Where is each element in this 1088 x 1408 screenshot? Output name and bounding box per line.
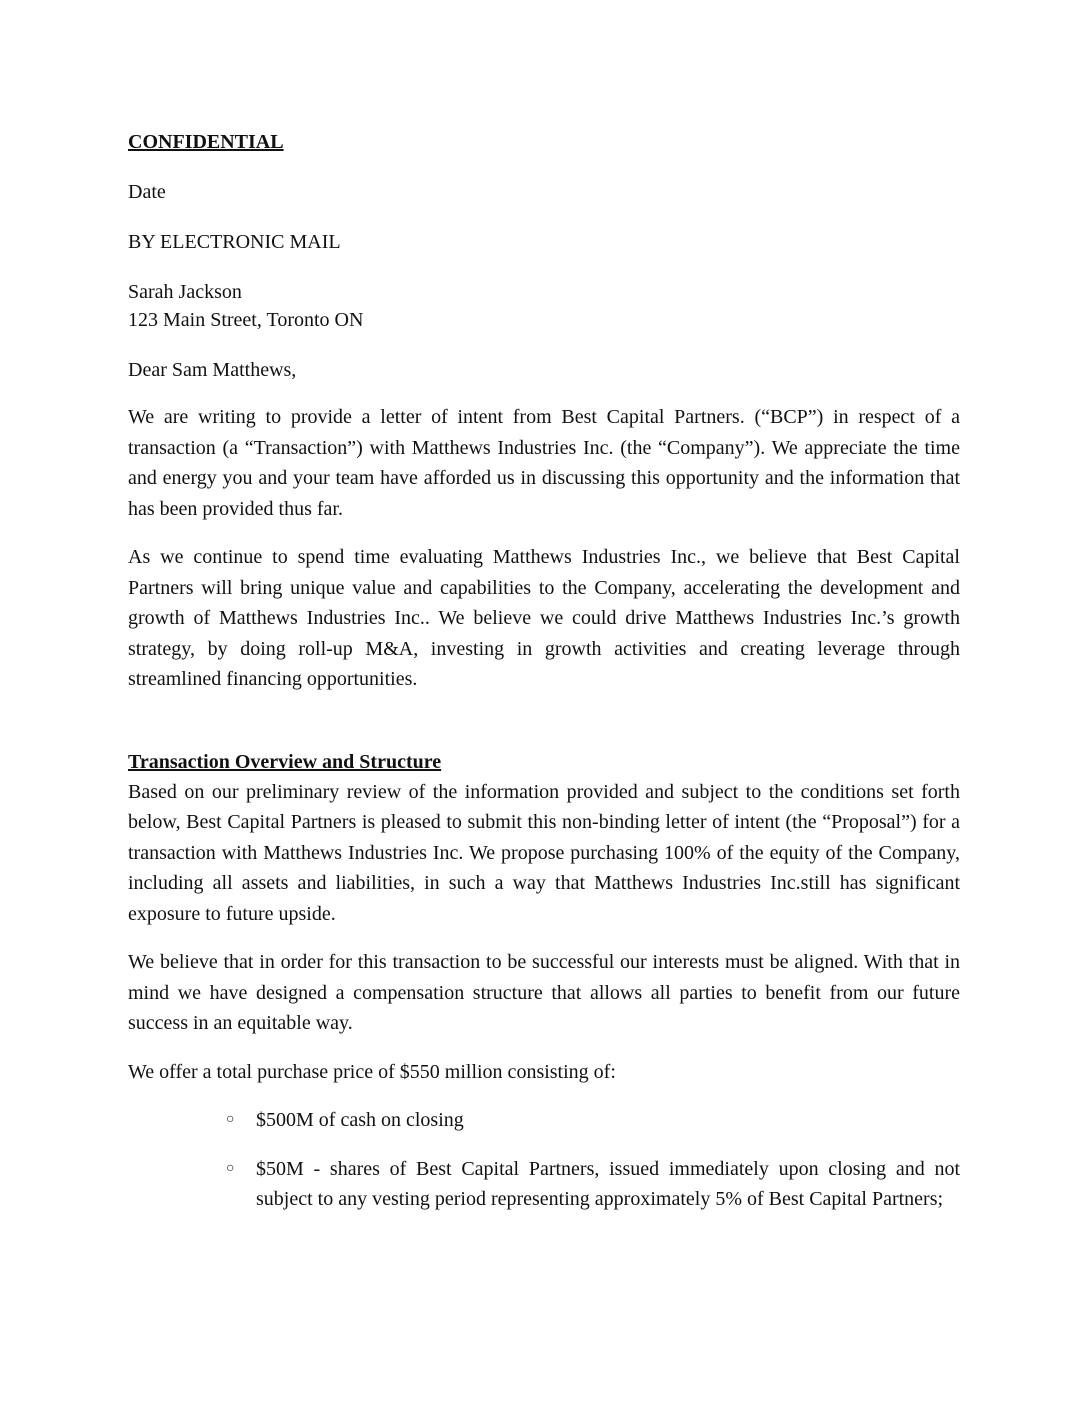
purchase-price-paragraph: We offer a total purchase price of $550 million consisting of: (128, 1060, 616, 1083)
recipient-block (128, 278, 960, 334)
alignment-paragraph: We believe that in order for this transaction to be successful our interests must be aligned. With that in mind we have designed a compensation structure that allows all parties to benefit from our future success in an equitable way. (128, 951, 960, 1034)
salutation: Dear Sam Matthews, (128, 359, 297, 381)
evaluation-paragraph: As we continue to spend time evaluating Matthews Industries Inc., we believe that Best Capital Partners will bring unique value and capabilities to the Company, accelerating the development and growth of Matthews Industries Inc.. We believe we could drive Matthews Industries Inc.’s growth strategy, by doing roll-up M&A, investing in growth activities and creating leverage through streamlined financing opportunities. (128, 546, 960, 690)
delivery-method: BY ELECTRONIC MAIL (128, 231, 341, 253)
section-heading: Transaction Overview and Structure (128, 750, 442, 773)
list-item (226, 1154, 960, 1215)
letter-page (128, 128, 960, 1233)
list-item (226, 1105, 960, 1136)
intro-paragraph: We are writing to provide a letter of intent from Best Capital Partners. (“BCP”) in respect of a transaction (a “Transaction”) with Matthews Industries Inc. (the “Company”). We appreciate the time and energy you and your team have afforded us in discussing this opportunity and the information that has been provided thus far. (128, 406, 960, 520)
offer-item-text: $50M - shares of Best Capital Partners, issued immediately upon closing and not subject to any vesting period representing approximately 5% of Best Capital Partners; (256, 1157, 960, 1210)
confidential-heading: CONFIDENTIAL (128, 131, 284, 153)
letter-date: Date (128, 181, 166, 203)
recipient-name: Sarah Jackson (128, 281, 242, 303)
circle-bullet-icon: ○ (226, 1112, 235, 1127)
recipient-address: 123 Main Street, Toronto ON (128, 309, 364, 331)
offer-item-text: $500M of cash on closing (256, 1109, 464, 1131)
circle-bullet-icon: ○ (226, 1160, 235, 1176)
offer-list (128, 1105, 960, 1215)
proposal-paragraph: Based on our preliminary review of the information provided and subject to the conditions set forth below, Best Capital Partners is pleased to submit this non-binding letter of intent (the “Proposal”) for a transaction with Matthews Industries Inc. We propose purchasing 100% of the equity of the Company, including all assets and liabilities, in such a way that Matthews Industries Inc.still has significant exposure to future upside. (128, 780, 960, 925)
